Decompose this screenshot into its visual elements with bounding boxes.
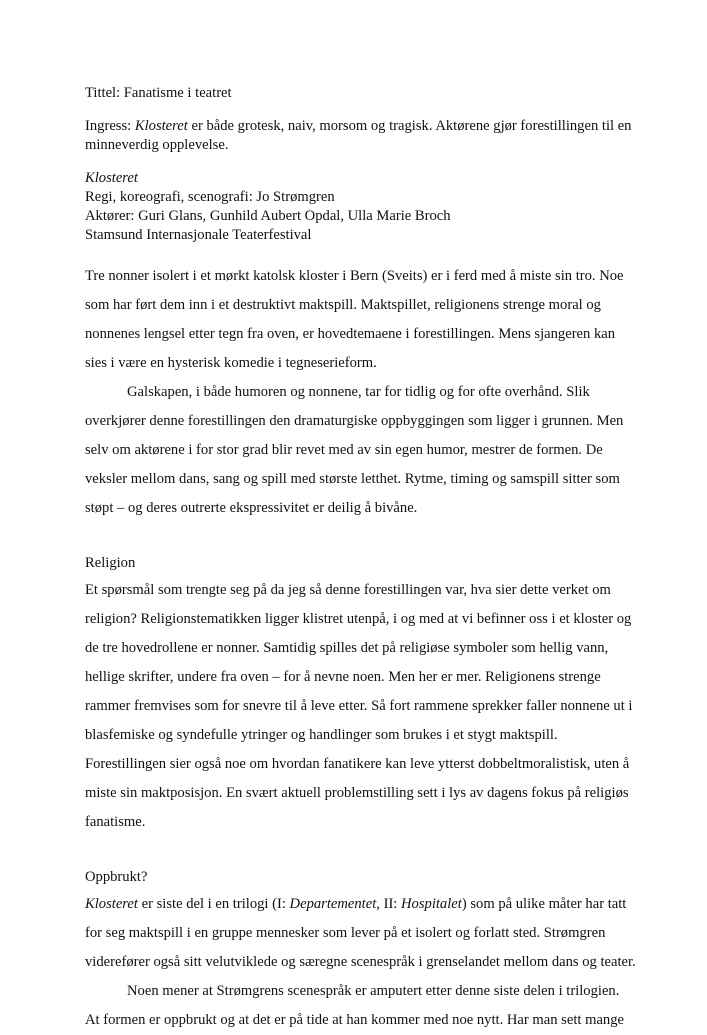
text-line: Noen mener at Strømgrens scenespråk er amputert etter denne siste delen i trilogien.: [127, 983, 620, 999]
work-title-hospitalet: Hospitalet: [401, 896, 462, 912]
text-line: nonnenes lengsel etter tegn fra oven, er hovedtemaene i forestillingen. Mens sjangeren kan: [85, 326, 616, 342]
text-line: selv om aktørene i for stor grad blir revet med av sin egen humor, mestrer de formen. De: [85, 442, 603, 458]
text-line: At formen er oppbrukt og at det er på tide at han kommer med noe nytt. Har man sett mange: [85, 1012, 624, 1028]
text-span: er siste del i en trilogi (I:: [137, 896, 290, 912]
text-line: de tre hovedrollene er nonner. Samtidig spilles det på religiøse symboler som hellig vann,: [85, 640, 609, 656]
text-line: rammer fremvises som for snevre til å leve etter. Så fort rammene sprekker faller nonnene ut i: [85, 698, 633, 714]
text-line: fanatisme.: [85, 814, 146, 830]
text-line: veksler mellom dans, sang og spill med største letthet. Rytme, timing og samspill sitter som: [85, 471, 620, 487]
text-line: sies i være en hysterisk komedie i tegneserieform.: [85, 355, 377, 371]
text-line: hellige skrifter, undere fra oven – for å nevne noen. Men her er mer. Religionens strenge: [85, 669, 601, 685]
text-line: som har ført dem inn i et destruktivt maktspill. Maktspillet, religionens strenge moral og: [85, 297, 601, 313]
text-line: blasfemiske og syndefulle ytringer og handlinger som brukes i et stygt maktspill.: [85, 727, 558, 743]
credits-actors: Aktører: Guri Glans, Gunhild Aubert Opdal, Ulla Marie Broch: [85, 208, 451, 224]
section-heading-religion: Religion: [85, 555, 136, 571]
paragraph-galskapen: [85, 378, 645, 523]
work-title-departementet: Departementet: [289, 896, 377, 912]
section-heading-oppbrukt: Oppbrukt?: [85, 869, 148, 885]
credits-venue: Stamsund Internasjonale Teaterfestival: [85, 227, 312, 243]
ingress-label: Ingress:: [85, 118, 135, 134]
paragraph-intro: [85, 262, 645, 378]
document-page: [85, 84, 645, 1035]
ingress-work-title: Klosteret: [134, 118, 188, 134]
section-oppbrukt: [85, 865, 645, 1035]
ingress-text: er både grotesk, naiv, morsom og tragisk. Aktørene gjør forestillingen til en: [187, 118, 632, 134]
text-span: ) som på ulike måter har tatt: [461, 896, 627, 912]
text-line: overkjører denne forestillingen den dramaturgiske oppbyggingen som ligger i grunnen. Men: [85, 413, 624, 429]
text-line: Et spørsmål som trengte seg på da jeg så denne forestillingen var, hva sier dette verket om: [85, 582, 611, 598]
credits-work-title: [85, 169, 645, 188]
text-line: støpt – og deres outrerte ekspressivitet er deilig å bivåne.: [85, 500, 418, 516]
text-line: religion? Religionstematikken ligger klistret utenpå, i og med at vi befinner oss i et kloster og: [85, 611, 632, 627]
text-line: Galskapen, i både humoren og nonnene, tar for tidlig og for ofte overhånd. Slik: [127, 384, 590, 400]
text-span: , II:: [376, 896, 402, 912]
ingress-line-2: minneverdig opplevelse.: [85, 137, 229, 153]
text-line: [85, 890, 645, 919]
work-title-klosteret: Klosteret: [85, 896, 138, 912]
section-religion: [85, 551, 645, 837]
text-line: miste sin maktposisjon. En svært aktuell problemstilling sett i lys av dagens fokus på religiøs: [85, 785, 629, 801]
ingress-line-1: [85, 117, 645, 136]
text-line: Tre nonner isolert i et mørkt katolsk kloster i Bern (Sveits) er i ferd med å miste sin tro. Noe: [85, 268, 624, 284]
document-title: Tittel: Fanatisme i teatret: [85, 85, 232, 101]
text-line: Forestillingen sier også noe om hvordan fanatikere kan leve ytterst dobbeltmoralistisk, uten å: [85, 756, 630, 772]
credits-direction: Regi, koreografi, scenografi: Jo Strømgren: [85, 189, 335, 205]
text-line: for seg maktspill i en gruppe mennesker som lever på et isolert og forlatt sted. Strømgren: [85, 925, 606, 941]
credits-work-title-text: Klosteret: [85, 170, 138, 186]
text-line: viderefører også sitt velutviklede og særegne scenespråk i grenselandet mellom dans og teater.: [85, 954, 636, 970]
